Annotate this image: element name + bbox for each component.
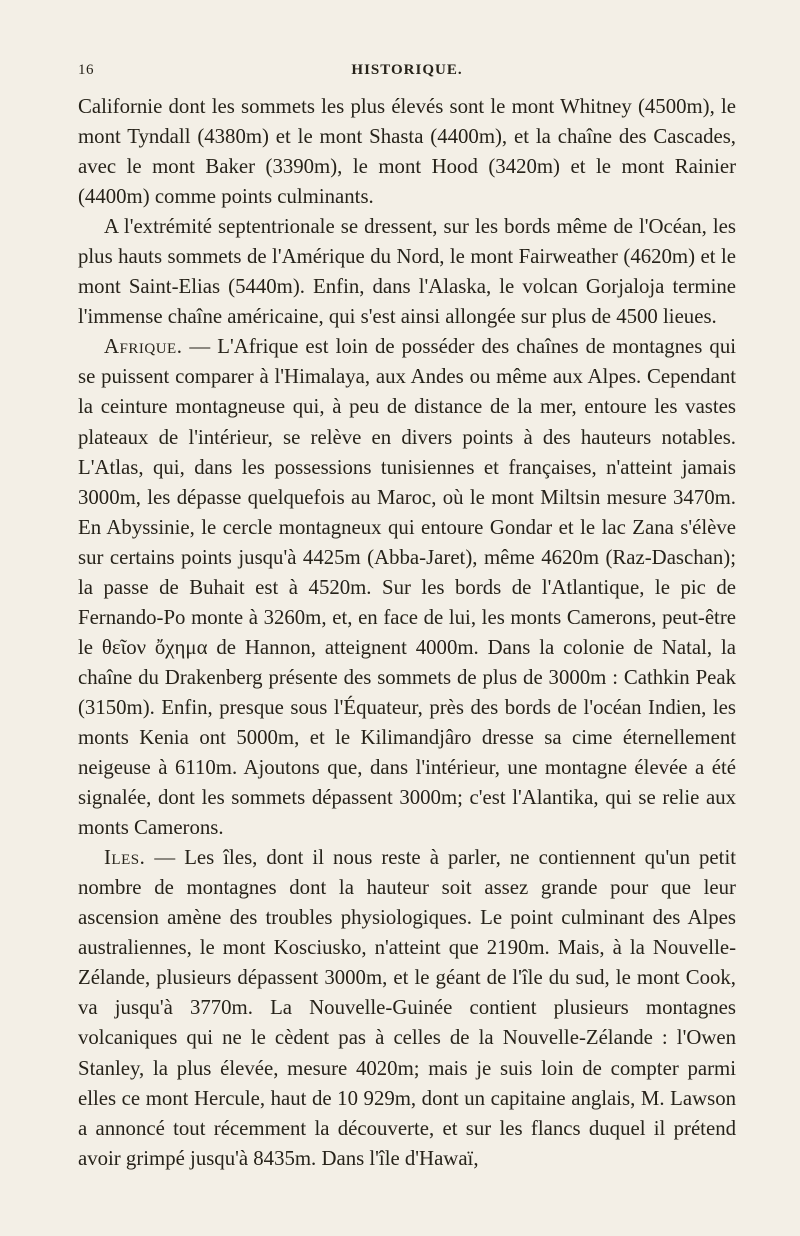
paragraph-text: — L'Afrique est loin de posséder des chaînes de montagnes qui se puissent comparer à l'Himalaya, aux Andes ou même aux Alpes. Cependant la ceinture montagneuse qui, à peu de distance de la mer, entoure les vastes plateaux de l'intérieur, se relève en divers points à des hauteurs notables. L'Atlas, qui, dans les possessions tunisiennes et françaises, n'atteint jamais 3000m, les dépasse quelquefois au Maroc, où le mont Miltsin mesure 3470m. En Abyssinie, le cercle montagneux qui entoure Gondar et le lac Zana s'élève sur certains points jusqu'à 4425m (Abba-Jaret), même 4620m (Raz-Daschan); la passe de Buhait est à 4520m. Sur les bords de l'Atlantique, le pic de Fernando-Po monte à 3260m, et, en face de lui, les monts Camerons, peut-être le θεῖον ὄχημα de Hannon, atteignent 4000m. Dans la colonie de Natal, la chaîne du Drakenberg présente des sommets de plus de 3000m : Cathkin Peak (3150m). Enfin, presque sous l'Équateur, près des bords de l'océan Indien, les monts Kenia ont 5000m, et le Kilimandjâro dresse sa cime éternellement neigeuse à 6110m. Ajoutons que, dans l'intérieur, une montagne élevée a été signalée, dont les sommets dépassent 3000m; c'est l'Alantika, qui se relie aux monts Camerons.	[78, 335, 736, 840]
running-head	[78, 58, 736, 86]
paragraph-california	[78, 92, 736, 212]
paragraph-text: — Les îles, dont il nous reste à parler, ne contiennent qu'un petit nombre de montagnes dont la hauteur soit assez grande pour que leur ascension amène des troubles physiologiques. Le point culminant des Alpes australiennes, le mont Kosciusko, n'atteint que 2190m. Mais, à la Nouvelle-Zélande, plusieurs dépassent 3000m, et le géant de l'île du sud, le mont Cook, va jusqu'à 3770m. La Nouvelle-Guinée contient plusieurs montagnes volcaniques qui ne le cèdent pas à celles de la Nouvelle-Zélande : l'Owen Stanley, la plus élevée, mesure 4020m; mais je suis loin de compter parmi elles ce mont Hercule, haut de 10 929m, dont un capitaine anglais, M. Lawson a annoncé tout récemment la découverte, et sur les flancs duquel il prétend avoir grimpé jusqu'à 8435m. Dans l'île d'Hawaï,	[78, 846, 736, 1170]
paragraph-afrique	[78, 332, 736, 843]
section-lead-iles: Iles.	[104, 846, 146, 870]
page-number: 16	[78, 62, 94, 78]
section-title: HISTORIQUE.	[351, 62, 463, 78]
paragraph-text: Californie dont les sommets les plus élevés sont le mont Whitney (4500m), le mont Tyndall (4380m) et le mont Shasta (4400m), et la chaîne des Cascades, avec le mont Baker (3390m), le mont Hood (3420m) et le mont Rainier (4400m) comme points culminants.	[78, 95, 736, 209]
paragraph-text: A l'extrémité septentrionale se dressent, sur les bords même de l'Océan, les plus hauts sommets de l'Amérique du Nord, le mont Fairweather (4620m) et le mont Saint-Elias (5440m). Enfin, dans l'Alaska, le volcan Gorjaloja termine l'immense chaîne américaine, qui s'est ainsi allongée sur plus de 4500 lieues.	[78, 215, 736, 329]
body-text	[78, 92, 736, 1174]
paragraph-alaska	[78, 212, 736, 332]
paragraph-iles	[78, 843, 736, 1174]
section-lead-afrique: Afrique.	[104, 335, 183, 359]
